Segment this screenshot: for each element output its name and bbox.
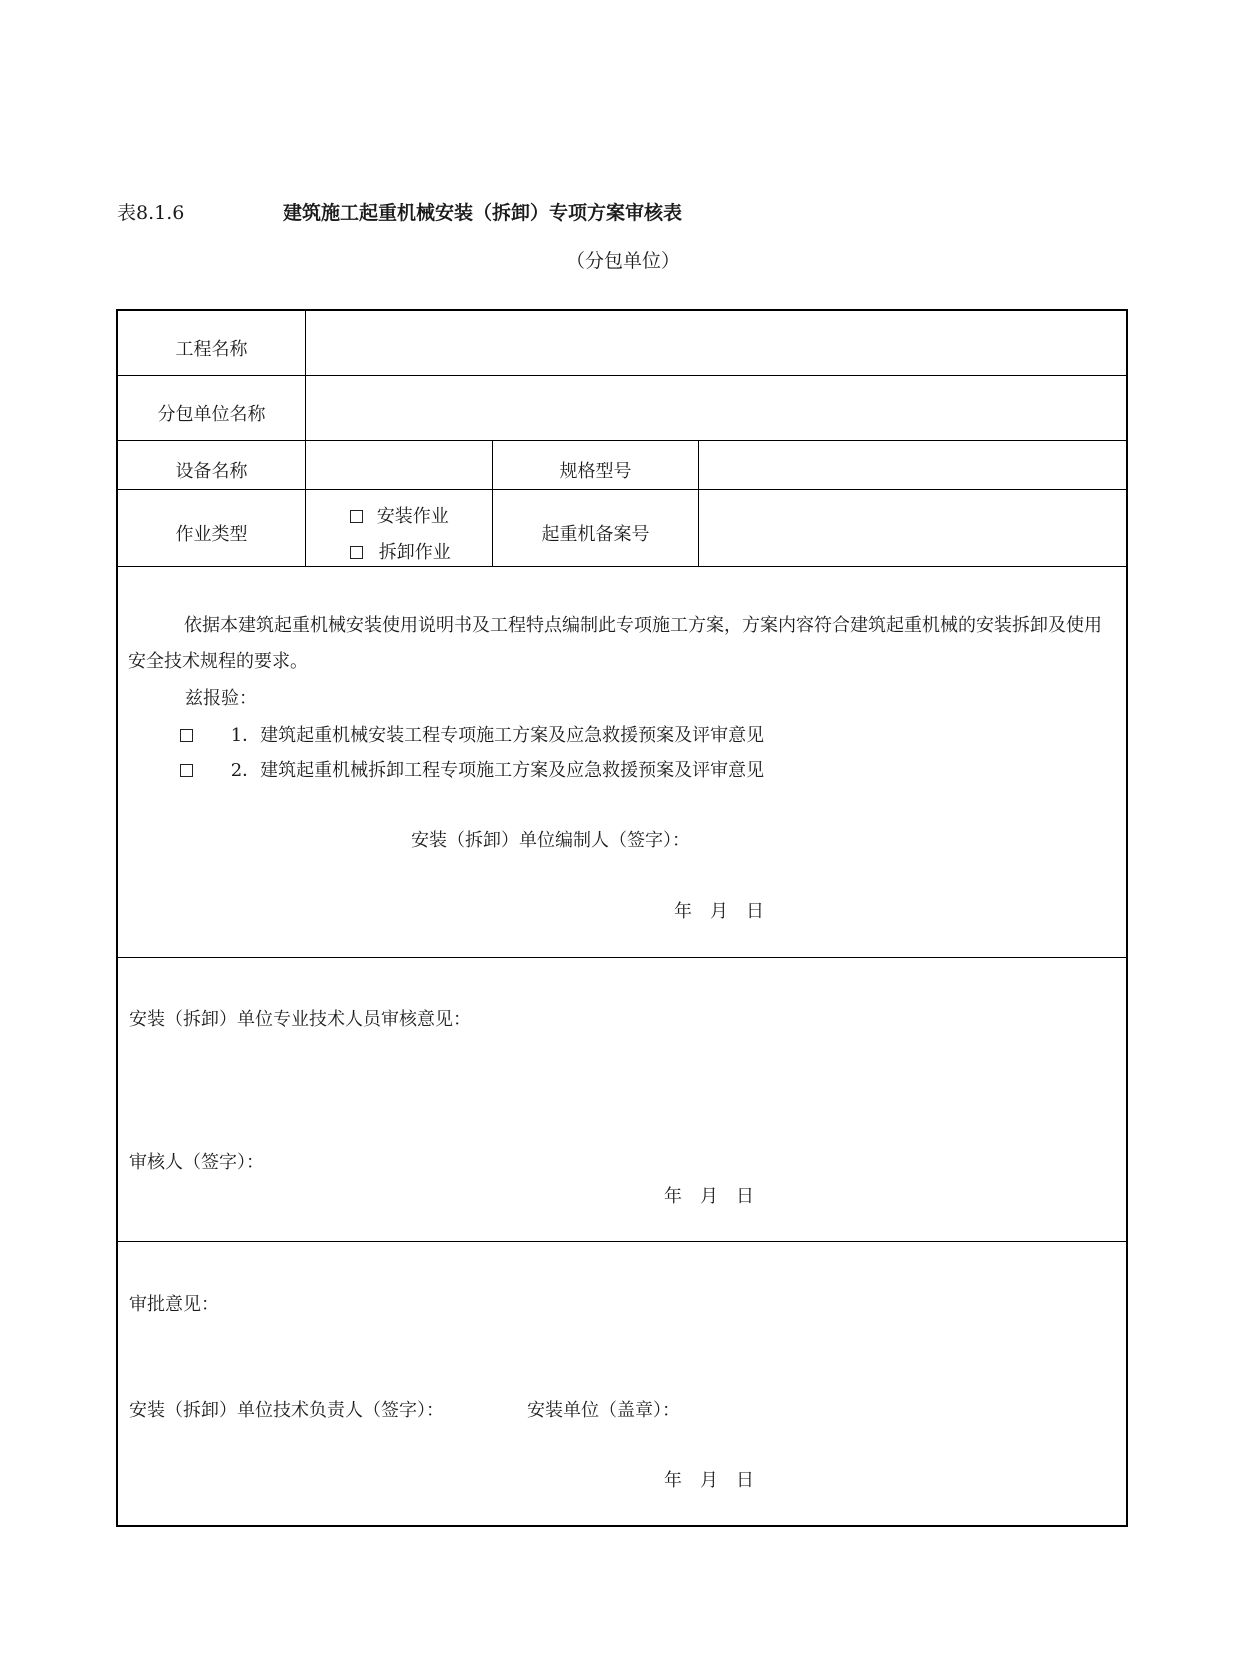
reviewer-signature: 审核人（签字）： (129, 1152, 264, 1173)
option-dismantle[interactable] (350, 538, 451, 564)
tech-lead-signature: 安装（拆卸）单位技术负责人（签字）： (129, 1400, 444, 1421)
compiler-signature: 安装（拆卸）单位编制人（签字）： (411, 830, 690, 851)
attachment-item-1-label: 1．建筑起重机械安装工程专项施工方案及应急救援预案及评审意见 (230, 725, 765, 746)
subcontractor-name-field[interactable] (306, 376, 1126, 439)
row-divider (117, 957, 1127, 958)
declaration-paragraph: 依据本建筑起重机械安装使用说明书及工程特点编制此专项施工方案，方案内容符合建筑起重机械的安装拆卸及使用安全技术规程的要求。 (128, 615, 1102, 672)
crane-record-field[interactable] (699, 490, 1126, 565)
dismantle-checkbox[interactable] (350, 546, 363, 559)
technical-review-opinion-label: 安装（拆卸）单位专业技术人员审核意见： (129, 1009, 471, 1030)
work-type-label: 作业类型 (175, 524, 248, 545)
attachment-1-checkbox[interactable] (180, 729, 193, 742)
row-divider (117, 566, 1127, 567)
equipment-name-label: 设备名称 (175, 461, 248, 482)
row-divider (117, 1241, 1127, 1242)
attachment-item-2-label: 2．建筑起重机械拆卸工程专项施工方案及应急救援预案及评审意见 (230, 760, 765, 781)
reviewer-date: 年 月 日 (664, 1186, 754, 1207)
approval-opinion-label: 审批意见： (129, 1294, 219, 1315)
attachment-2-checkbox[interactable] (180, 764, 193, 777)
project-name-label: 工程名称 (175, 339, 248, 360)
form-subtitle: （分包单位） (566, 250, 681, 272)
attachment-item-1[interactable] (180, 721, 764, 747)
model-field[interactable] (699, 441, 1126, 488)
approval-date: 年 月 日 (664, 1470, 754, 1491)
attachment-item-2[interactable] (180, 756, 764, 782)
compiler-date: 年 月 日 (674, 901, 764, 922)
model-label: 规格型号 (559, 461, 632, 482)
option-install-label: 安装作业 (376, 506, 449, 527)
install-checkbox[interactable] (350, 510, 363, 523)
subcontractor-name-label: 分包单位名称 (157, 404, 266, 425)
option-dismantle-label: 拆卸作业 (378, 542, 451, 563)
submit-text: 兹报验： (185, 688, 257, 709)
install-unit-seal: 安装单位（盖章）： (527, 1400, 680, 1421)
crane-record-label: 起重机备案号 (541, 524, 650, 545)
table-code: 表8.1.6 (117, 202, 185, 224)
option-install[interactable] (350, 502, 449, 528)
project-name-field[interactable] (306, 311, 1126, 374)
equipment-name-field[interactable] (306, 441, 491, 488)
form-title: 建筑施工起重机械安装（拆卸）专项方案审核表 (283, 202, 683, 224)
